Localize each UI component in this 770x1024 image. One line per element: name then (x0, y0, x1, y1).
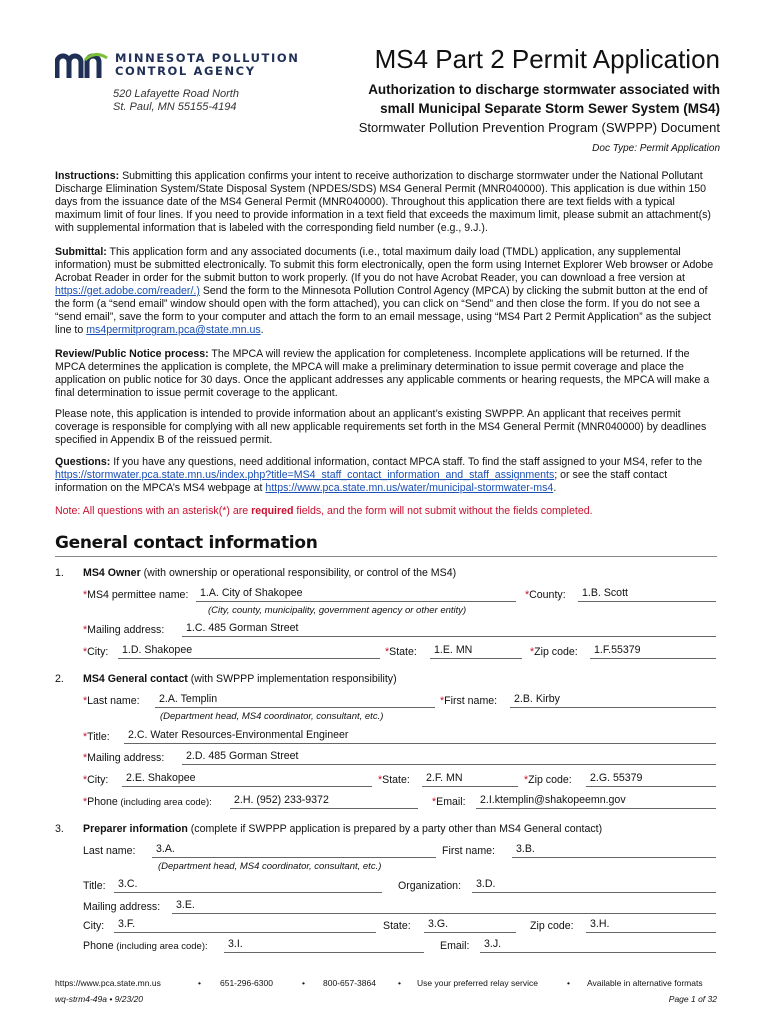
city2-label (83, 774, 108, 786)
field-code: 3.H. (590, 918, 610, 930)
first-name-label (440, 695, 497, 707)
email-label-text: Email: (436, 796, 466, 808)
field-value: Templin (180, 693, 218, 705)
city-label (83, 646, 108, 658)
mailing2-address-field[interactable] (182, 750, 716, 765)
required-asterisk: * (83, 774, 88, 786)
city2-field[interactable] (122, 772, 372, 787)
page-subtitle (290, 80, 720, 118)
required-note (55, 505, 717, 518)
state2-label-text: State: (382, 774, 410, 786)
field-value: Kirby (535, 693, 560, 705)
field-value: 55379 (612, 772, 643, 784)
questions-text2: ; or see the staff contact information on the MPCA’s MS4 webpage at (55, 469, 668, 494)
city2-label-text: City: (87, 774, 109, 786)
general-contact-hint: (Department head, MS4 coordinator, consultant, etc.) (160, 711, 384, 722)
city-label-text: City: (87, 646, 109, 658)
footer-doc-id: wq-strm4-49a • 9/23/20 (55, 994, 144, 1004)
agency-line1: MINNESOTA POLLUTION (115, 51, 300, 65)
questions-label: Questions: (55, 456, 111, 468)
phone-label (83, 796, 212, 808)
footer-bullet: • (567, 978, 570, 988)
required-asterisk: * (530, 646, 535, 658)
first-name-label-text: First name: (444, 695, 498, 707)
required-asterisk: * (83, 695, 88, 707)
submittal-text2: Send the form to the Minnesota Pollution Control Agency (MPCA) by clicking the submit button at the end of the form (a “send email” window should open with the form attached), you can click on “Send” and then close the form. If you do not see a “send email”, save the form to your computer and attach the form to an email message, using “MS4 Part 2 Permit Application” as the subject line to (55, 285, 711, 336)
field-value: City of Shakopee (221, 587, 303, 599)
review-text: The MPCA will review the application for completeness. Incomplete applications will be returned. If the MPCA determines the application is complete, the MPCA will make a preliminary determination to issue permit coverage and place the application on public notice for 30 days. Once the applicant addresses any applicable comments or hearing requests, the MPCA will make a final determination to issue permit coverage to the applicant. (55, 348, 710, 399)
state2-field[interactable] (422, 772, 518, 787)
field-code: 3.I. (228, 938, 243, 950)
field-value: Water Resources-Environmental Engineer (150, 729, 349, 741)
section3-title: Preparer information (83, 823, 188, 835)
county-field[interactable] (578, 587, 716, 602)
email-field[interactable] (476, 794, 716, 809)
field-code: 3.A. (156, 843, 175, 855)
last-name-field[interactable] (155, 693, 435, 708)
field-code: 1.B. (582, 587, 601, 599)
required-asterisk: * (525, 589, 530, 601)
prep-mailing-field[interactable] (172, 899, 716, 914)
prep-first-name-label: First name: (442, 845, 495, 857)
prep-first-name-field[interactable] (512, 843, 716, 858)
required-asterisk: * (83, 731, 88, 743)
field-code: 3.D. (476, 878, 496, 890)
note-text1: Note: All questions with an asterisk(*) are (55, 505, 252, 517)
questions-text3: . (553, 482, 557, 494)
field-code: 2.A. (159, 693, 178, 705)
mailing2-label-text: Mailing address: (87, 752, 165, 764)
footer-phone1: 651-296-6300 (220, 978, 273, 988)
email-label (432, 796, 466, 808)
field-code: 2.I. (480, 794, 495, 806)
prep-phone-label-text: Phone (83, 940, 114, 952)
state-field[interactable] (430, 644, 522, 659)
note-text2: fields, and the form will not submit without the fields completed. (293, 505, 593, 517)
review-paragraph (55, 348, 717, 400)
field-value: ktemplin@shakopeemn.gov (494, 794, 626, 806)
required-asterisk: * (385, 646, 390, 658)
agency-address (113, 88, 239, 114)
field-code: 2.E. (126, 772, 145, 784)
required-asterisk: * (83, 624, 88, 636)
county-label (525, 589, 566, 601)
footer-page: Page 1 of 32 (668, 994, 717, 1004)
required-asterisk: * (440, 695, 445, 707)
footer-bullet: • (198, 978, 201, 988)
prep-title-field[interactable] (114, 878, 382, 893)
last-name-label (83, 695, 140, 707)
field-code: 3.F. (118, 918, 136, 930)
title-label (83, 731, 110, 743)
field-code: 1.C. (186, 622, 206, 634)
section-divider (55, 556, 717, 557)
instructions-label: Instructions: (55, 170, 120, 182)
section3-heading (83, 823, 602, 835)
required-asterisk: * (378, 774, 383, 786)
zip2-field[interactable] (586, 772, 716, 787)
section1-number: 1. (55, 567, 64, 579)
field-code: 2.C. (128, 729, 148, 741)
zip2-label (524, 774, 572, 786)
prep-email-field[interactable] (480, 938, 716, 953)
prep-last-name-label: Last name: (83, 845, 136, 857)
page-subtitle2: Stormwater Pollution Prevention Program (SWPPP) Document (358, 120, 720, 135)
address-line1: 520 Lafayette Road North (113, 88, 239, 100)
footer-bullet: • (398, 978, 401, 988)
prep-phone-field[interactable] (224, 938, 424, 953)
prep-org-field[interactable] (472, 878, 716, 893)
required-asterisk: * (83, 752, 88, 764)
adobe-reader-link[interactable]: https://get.adobe.com/reader/.) (55, 285, 200, 297)
doc-type: Doc Type: Permit Application (592, 143, 720, 154)
required-asterisk: * (83, 589, 88, 601)
phone-field[interactable] (230, 794, 418, 809)
field-code: 3.G. (428, 918, 449, 930)
footer-url: https://www.pca.state.mn.us (55, 978, 161, 988)
field-value: 55379 (611, 644, 641, 656)
last-name-label-text: Last name: (87, 695, 140, 707)
please-note-paragraph: Please note, this application is intended to provide information about an applicant’s existing SWPPP. An applicant that receives permit coverage is responsible for complying with all new applicable requirements set forth in the MS4 General Permit (MNR040000) by deadlines specified in Appendix B of the reissued permit. (55, 408, 707, 446)
field-code: 1.D. (122, 644, 142, 656)
instructions-text: Submitting this application confirms your intent to receive authorization to discharge stormwater under the National Pollutant Discharge Elimination System/State Disposal System (NPDES/SDS) MS4 General Permit (MNR040000). This application is due within 150 days from the issuance date of the MS4 General Permit (MNR040000). Throughout this application there are text fields with a typical maximum limit of four lines. If you need to provide information in a text field that exceeds the maximum limit, please submit an attachment(s) with supplemental information that is labeled with the corresponding field number (e.g., 9.J.). (55, 170, 711, 234)
city-field[interactable] (118, 644, 380, 659)
instructions-paragraph (55, 170, 717, 235)
field-value: MN (446, 772, 463, 784)
questions-text1: If you have any questions, need additional information, contact MPCA staff. To find the staff assigned to your MS4, refer to the (110, 456, 703, 468)
required-asterisk: * (83, 796, 88, 808)
ms4-webpage-link[interactable]: https://www.pca.state.mn.us/water/municipal-stormwater-ms4 (265, 482, 554, 494)
review-label: Review/Public Notice process: (55, 348, 209, 360)
field-code: 2.G. (590, 772, 611, 784)
field-code: 1.F. (594, 644, 612, 656)
phone-label-text: Phone (87, 796, 118, 808)
section1-heading (83, 567, 456, 579)
field-value: Shakopee (144, 644, 193, 656)
field-value: 485 Gorman Street (208, 622, 299, 634)
address-line2: St. Paul, MN 55155-4194 (113, 101, 237, 113)
footer-relay: Use your preferred relay service (417, 978, 538, 988)
first-name-field[interactable] (510, 693, 716, 708)
title-label-text: Title: (87, 731, 110, 743)
subtitle-line2: small Municipal Separate Storm Sewer System (MS4) (380, 101, 720, 116)
field-code: 2.F. (426, 772, 444, 784)
section2-number: 2. (55, 673, 64, 685)
note-bold: required (251, 505, 294, 517)
submittal-text1: This application form and any associated documents (i.e., total maximum daily load (TMDL) application, any supplemental information) must be submitted electronically. To submit this form electronically, open the form using Internet Explorer Web browser or Adobe Acrobat Reader in order for the submit button to work properly. (If you do not have Acrobat Reader, you can download a free version at (55, 246, 714, 284)
section1-desc: (with ownership or operational responsibility, or control of the MS4) (140, 567, 457, 579)
subtitle-line1: Authorization to discharge stormwater associated with (368, 82, 720, 97)
field-code: 3.B. (516, 843, 535, 855)
phone-hint: (including area code): (117, 797, 212, 808)
preparer-hint: (Department head, MS4 coordinator, consultant, etc.) (158, 861, 382, 872)
staff-contact-link[interactable]: https://stormwater.pca.state.mn.us/index.php?title=MS4_staff_contact_information_and_staff_assignments (55, 469, 555, 481)
prep-phone-hint: (including area code): (113, 941, 208, 952)
mailing-label-text: Mailing address: (87, 624, 165, 636)
field-code: 3.J. (484, 938, 502, 950)
prep-zip-label: Zip code: (530, 920, 574, 932)
section3-desc: (complete if SWPPP application is prepared by a party other than MS4 General contact) (187, 823, 603, 835)
footer-phone2: 800-657-3864 (323, 978, 376, 988)
field-code: 1.E. (434, 644, 453, 656)
prep-state-label: State: (383, 920, 411, 932)
field-value: MN (455, 644, 473, 656)
prep-title-label: Title: (83, 880, 106, 892)
field-value: Shakopee (147, 772, 196, 784)
field-code: 3.E. (176, 899, 195, 911)
section-title: General contact information (55, 533, 318, 553)
field-value: (952) 233-9372 (256, 794, 329, 806)
prep-org-label: Organization: (398, 880, 462, 892)
field-code: 3.C. (118, 878, 138, 890)
prep-last-name-field[interactable] (152, 843, 436, 858)
prep-city-field[interactable] (114, 918, 376, 933)
prep-phone-label (83, 940, 208, 952)
field-value: Scott (603, 587, 628, 599)
footer-bullet: • (302, 978, 305, 988)
section2-desc: (with SWPPP implementation responsibility) (187, 673, 397, 685)
email-link[interactable]: ms4permitprogram.pca@state.mn.us (86, 324, 261, 336)
field-value: 485 Gorman Street (208, 750, 299, 762)
permittee-label (83, 589, 188, 601)
mailing-address-field[interactable] (182, 622, 716, 637)
prep-email-label: Email: (440, 940, 470, 952)
prep-state-field[interactable] (424, 918, 516, 933)
submittal-text3: . (260, 324, 264, 336)
section3-number: 3. (55, 823, 64, 835)
prep-zip-field[interactable] (586, 918, 716, 933)
mailing2-label (83, 752, 164, 764)
state-label (385, 646, 417, 658)
agency-line2: CONTROL AGENCY (115, 64, 256, 78)
field-code: 2.B. (514, 693, 533, 705)
state-label-text: State: (389, 646, 417, 658)
mpca-logo-icon (55, 52, 109, 80)
section2-title: MS4 General contact (83, 673, 188, 685)
zip2-label-text: Zip code: (528, 774, 572, 786)
page-title: MS4 Part 2 Permit Application (374, 44, 720, 74)
submittal-paragraph (55, 246, 717, 337)
zip-field[interactable] (590, 644, 716, 659)
field-code: 2.D. (186, 750, 206, 762)
field-code: 2.H. (234, 794, 254, 806)
field-code: 1.A. (200, 587, 219, 599)
prep-city-label: City: (83, 920, 105, 932)
footer-formats: Available in alternative formats (587, 978, 703, 988)
required-asterisk: * (432, 796, 437, 808)
zip-label (530, 646, 578, 658)
state2-label (378, 774, 410, 786)
agency-name (115, 52, 299, 78)
required-asterisk: * (83, 646, 88, 658)
submittal-label: Submittal: (55, 246, 107, 258)
permittee-name-field[interactable] (196, 587, 516, 602)
permittee-label-text: MS4 permittee name: (87, 589, 189, 601)
questions-paragraph (55, 456, 717, 495)
county-label-text: County: (529, 589, 566, 601)
prep-mailing-label: Mailing address: (83, 901, 161, 913)
section2-heading (83, 673, 397, 685)
permittee-hint: (City, county, municipality, government agency or other entity) (208, 605, 467, 616)
mailing-label (83, 624, 164, 636)
zip-label-text: Zip code: (534, 646, 578, 658)
required-asterisk: * (524, 774, 529, 786)
title-field[interactable] (124, 729, 716, 744)
section1-title: MS4 Owner (83, 567, 141, 579)
